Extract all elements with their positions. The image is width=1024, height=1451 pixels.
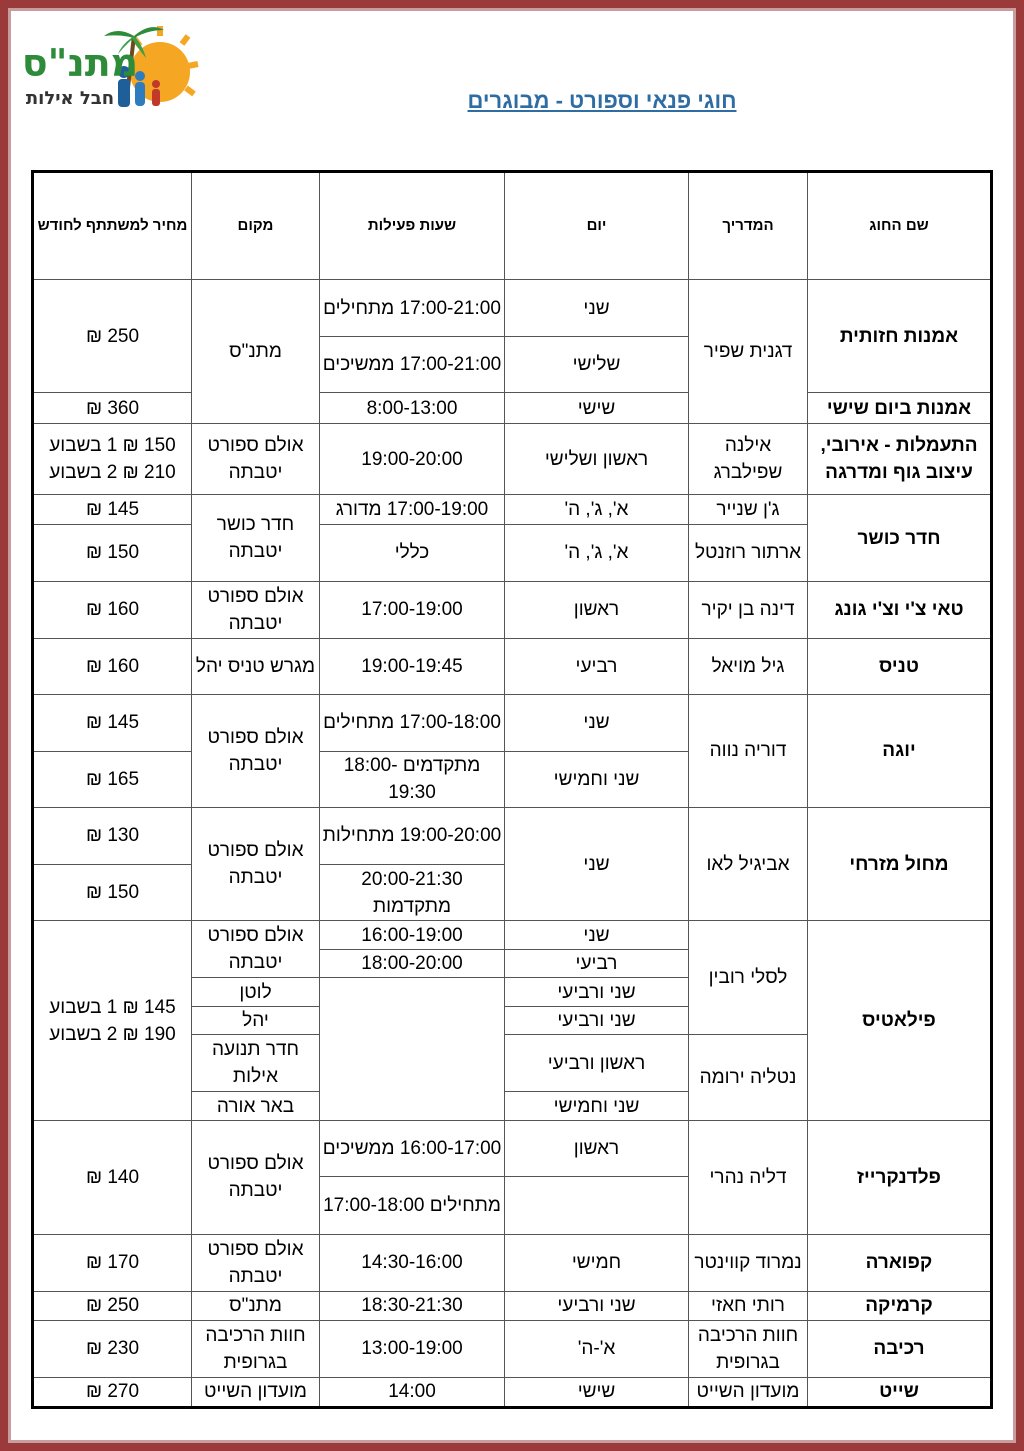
place-cell: מתנ"ס [192,280,320,424]
day-cell: שני ורביעי [505,1007,689,1035]
price-cell: 230 ₪ [33,1320,192,1377]
activity-cell: שייט [808,1377,992,1407]
hours-cell: 18:00-20:00 [320,950,505,978]
hours-cell: 14:00 [320,1377,505,1407]
hours-cell: 17:00-18:00 מתחילים [320,694,505,751]
price-cell: 165 ₪ [33,751,192,807]
activity-cell: רכיבה [808,1320,992,1377]
day-cell: שני [505,694,689,751]
price-cell: 150 ₪ [33,865,192,921]
place-cell: חדר תנועה אילות [192,1035,320,1092]
instructor-cell: ג'ן שנייר [689,495,808,524]
place-cell: באר אורה [192,1092,320,1121]
price-cell: 170 ₪ [33,1234,192,1291]
place-cell: לוטן [192,978,320,1007]
day-cell-empty [505,1177,689,1234]
activity-cell: קרמיקה [808,1291,992,1320]
instructor-cell: חוות הרכיבה בגרופית [689,1320,808,1377]
activity-cell: חדר כושר [808,495,992,581]
place-cell: אולם ספורט יטבתה [192,1121,320,1234]
day-cell: שני וחמישי [505,1092,689,1121]
price-cell: 145 ₪ 1 בשבוע 190 ₪ 2 בשבוע [33,921,192,1121]
place-cell: אולם ספורט יטבתה [192,581,320,638]
page-title: חוגי פנאי וספורט - מבוגרים [467,88,737,113]
activity-cell: יוגה [808,694,992,807]
price-cell: 160 ₪ [33,581,192,638]
hours-cell: 16:00-17:00 ממשיכים [320,1121,505,1177]
hours-cell: 19:00-20:00 מתחילות [320,807,505,864]
activity-cell: אמנות ביום שישי [808,393,992,424]
hours-cell: 17:00-19:00 [320,581,505,638]
instructor-cell: דוריה נווה [689,694,808,807]
hours-cell: 16:00-19:00 [320,921,505,950]
price-cell: 130 ₪ [33,807,192,864]
day-cell: א', ג', ה' [505,495,689,524]
instructor-cell: ארתור רוזנטל [689,524,808,581]
hours-cell: 17:00-19:00 מדורג [320,495,505,524]
place-cell: חדר כושר יטבתה [192,495,320,581]
hours-cell: מתקדמים 18:00-19:30 [320,751,505,807]
price-cell: 145 ₪ [33,694,192,751]
day-cell: ראשון ורביעי [505,1035,689,1092]
table-row [33,807,992,864]
instructor-cell: דליה נהרי [689,1121,808,1234]
day-cell: שני [505,807,689,920]
table-row [33,638,992,694]
table-header-row [33,172,992,280]
table-row [33,1234,992,1291]
hours-cell: 18:30-21:30 [320,1291,505,1320]
activity-cell: פלדנקרייז [808,1121,992,1234]
hours-cell: 17:00-21:00 מתחילים [320,280,505,337]
hours-cell: כללי [320,524,505,581]
price-cell: 360 ₪ [33,393,192,424]
place-cell: יהל [192,1007,320,1035]
hours-cell: מתחילים 17:00-18:00 [320,1177,505,1234]
schedule-table [31,170,993,1409]
price-cell: 140 ₪ [33,1121,192,1234]
column-header: שעות פעילות [320,172,505,280]
activity-cell: קפוארה [808,1234,992,1291]
day-cell: שני [505,280,689,337]
day-cell: ראשון [505,581,689,638]
column-header: מקום [192,172,320,280]
place-cell: חוות הרכיבה בגרופית [192,1320,320,1377]
day-cell: שישי [505,393,689,424]
activity-cell: טניס [808,638,992,694]
instructor-cell: גיל מויאל [689,638,808,694]
activity-cell: טאי צ'י וצ'י גונג [808,581,992,638]
table-row [33,694,992,751]
hours-cell: 8:00-13:00 [320,393,505,424]
table-row [33,393,992,424]
place-cell: אולם ספורט יטבתה [192,921,320,978]
day-cell: רביעי [505,638,689,694]
day-cell: חמישי [505,1234,689,1291]
matnas-logo [22,14,202,114]
price-cell: 150 ₪ 1 בשבוע 210 ₪ 2 בשבוע [33,424,192,495]
price-cell: 160 ₪ [33,638,192,694]
table-row [33,1320,992,1377]
instructor-cell: לסלי רובין [689,921,808,1035]
table-row [33,1121,992,1177]
price-cell: 250 ₪ [33,1291,192,1320]
column-header: שם החוג [808,172,992,280]
logo-text: מתנ"ס [22,41,139,85]
price-cell: 270 ₪ [33,1377,192,1407]
instructor-cell: נטליה ירומה [689,1035,808,1121]
day-cell: ראשון [505,1121,689,1177]
hours-cell-empty [320,978,505,1121]
day-cell: שישי [505,1377,689,1407]
place-cell: אולם ספורט יטבתה [192,694,320,807]
table-row [33,1291,992,1320]
table-row [33,424,992,495]
table-row [33,280,992,337]
table-row [33,1377,992,1407]
hours-cell: 19:00-20:00 [320,424,505,495]
instructor-cell: דינה בן יקיר [689,581,808,638]
day-cell: שני [505,921,689,950]
hours-cell: 13:00-19:00 [320,1320,505,1377]
price-cell: 250 ₪ [33,280,192,393]
day-cell: שני וחמישי [505,751,689,807]
place-cell: מגרש טניס יהל [192,638,320,694]
day-cell: ראשון ושלישי [505,424,689,495]
instructor-cell: מועדון השייט [689,1377,808,1407]
day-cell: רביעי [505,950,689,978]
hours-cell: 20:00-21:30 מתקדמות [320,865,505,921]
column-header: יום [505,172,689,280]
activity-cell: התעמלות - אירובי, עיצוב גוף ומדרגה [808,424,992,495]
table-row [33,921,992,950]
hours-cell: 17:00-21:00 ממשיכים [320,337,505,393]
hours-cell: 14:30-16:00 [320,1234,505,1291]
place-cell: אולם ספורט יטבתה [192,424,320,495]
day-cell: שני ורביעי [505,1291,689,1320]
table-row [33,581,992,638]
price-cell: 150 ₪ [33,524,192,581]
activity-cell: אמנות חזותית [808,280,992,393]
place-cell: מועדון השייט [192,1377,320,1407]
day-cell: שלישי [505,337,689,393]
place-cell: מתנ"ס [192,1291,320,1320]
column-header: המדריך [689,172,808,280]
hours-cell: 19:00-19:45 [320,638,505,694]
instructor-cell: רותי חאזי [689,1291,808,1320]
instructor-cell: דגנית שפיר [689,280,808,424]
activity-cell: מחול מזרחי [808,807,992,920]
price-cell: 145 ₪ [33,495,192,524]
column-header: מחיר למשתתף לחודש [33,172,192,280]
table-row [33,495,992,524]
day-cell: א'-ה' [505,1320,689,1377]
place-cell: אולם ספורט יטבתה [192,807,320,920]
day-cell: שני ורביעי [505,978,689,1007]
day-cell: א', ג', ה' [505,524,689,581]
instructor-cell: אילנה שפילברג [689,424,808,495]
place-cell: אולם ספורט יטבתה [192,1234,320,1291]
instructor-cell: אביגיל לאו [689,807,808,920]
instructor-cell: נמרוד קווינטר [689,1234,808,1291]
activity-cell: פילאטיס [808,921,992,1121]
logo-subtitle: חבל אילות [25,88,115,109]
